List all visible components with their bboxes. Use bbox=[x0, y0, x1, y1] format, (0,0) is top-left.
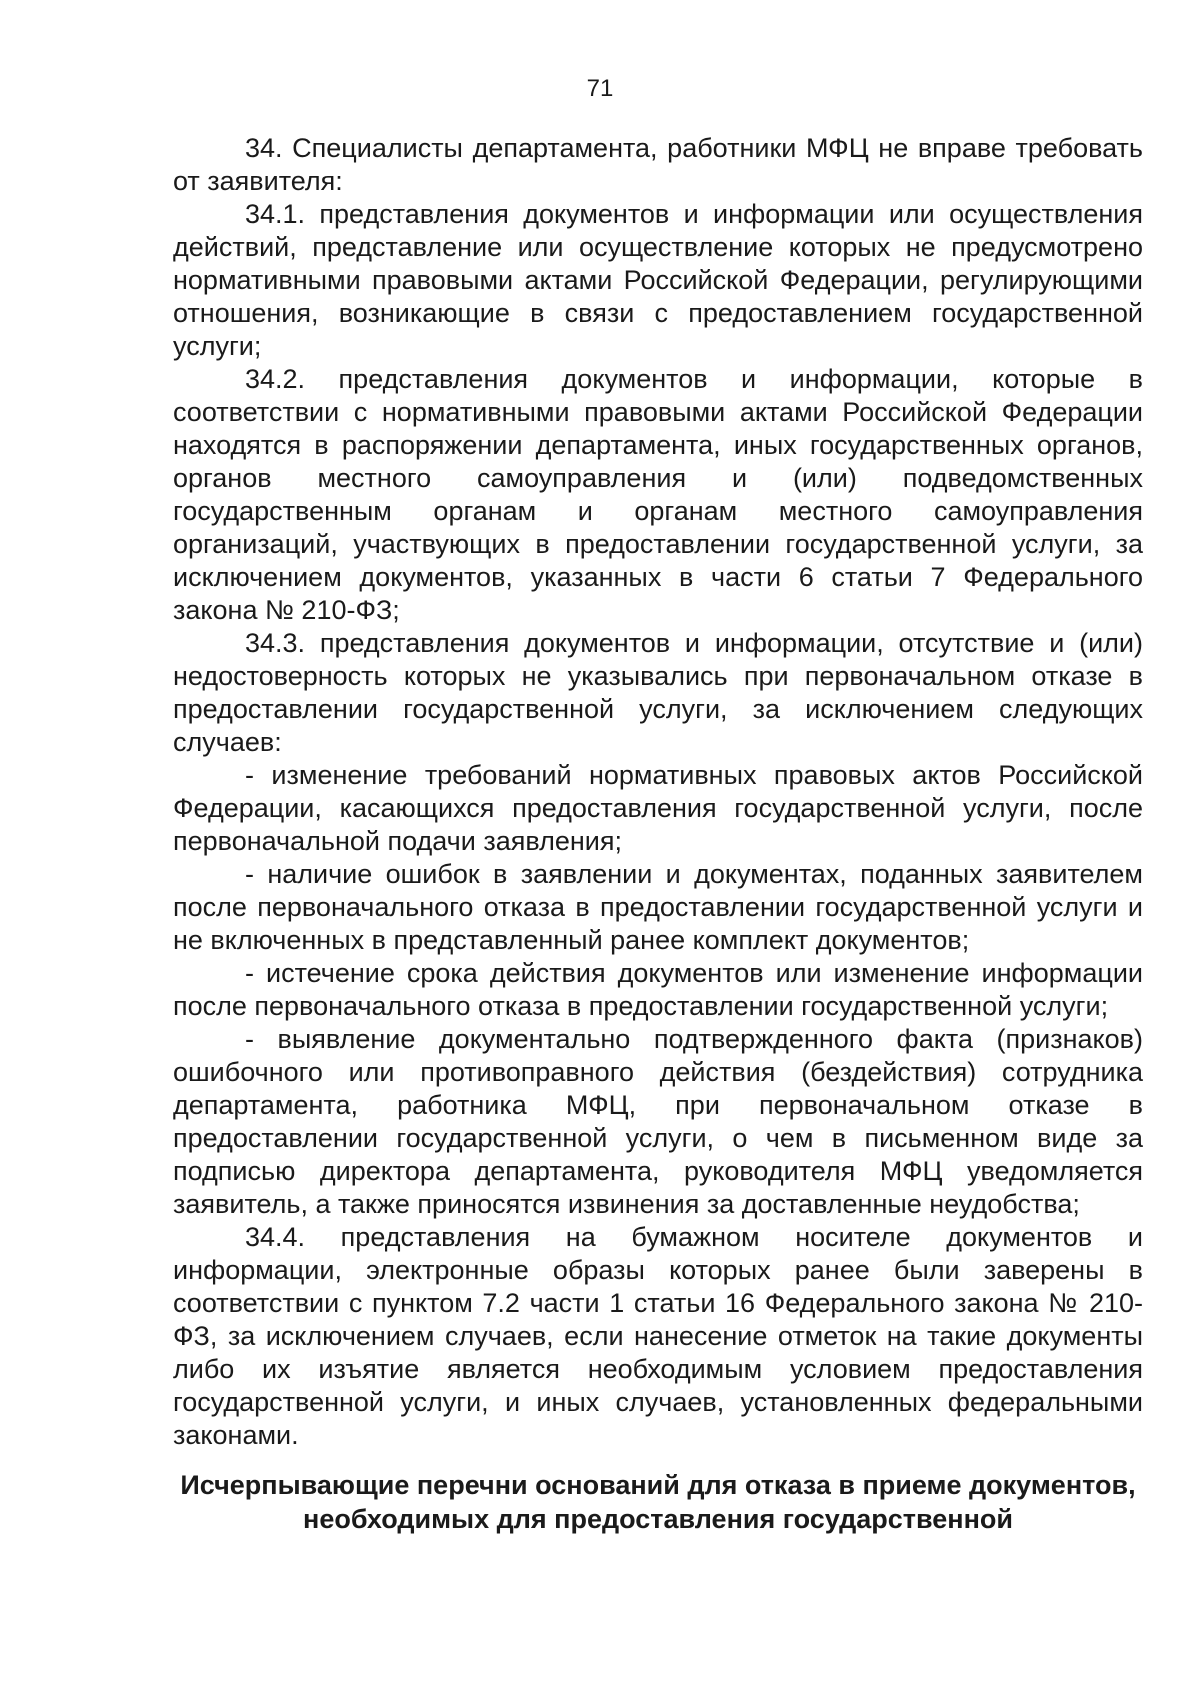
list-item-documents-expiry: - истечение срока действия документов или изменение информации после первоначального отказа в предоставлении государственной услуги; bbox=[173, 958, 1143, 1021]
section-heading: Исчерпывающие перечни оснований для отказа в приеме документов, необходимых для предоставления государственной bbox=[180, 1470, 1136, 1534]
list-item-erroneous-action: - выявление документально подтвержденного факта (признаков) ошибочного или противоправного действия (бездействия) сотрудника департамента, работника МФЦ, при первоначальном отказе в предоставлении государственной услуги, о чем в письменном виде за подписью директора департамента, руководителя МФЦ уведомляется заявитель, а также приносятся извинения за доставленные неудобства; bbox=[173, 1024, 1143, 1219]
paragraph-34-1: 34.1. представления документов и информации или осуществления действий, представление или осуществление которых не предусмотрено нормативными правовыми актами Российской Федерации, регулирующими отношения, возникающие в связи с предоставлением государственной услуги; bbox=[173, 199, 1143, 361]
list-item-errors-in-application: - наличие ошибок в заявлении и документах, поданных заявителем после первоначального отказа в предоставлении государственной услуги и не включенных в представленный ранее комплект документов; bbox=[173, 859, 1143, 955]
paragraph-34-3: 34.3. представления документов и информации, отсутствие и (или) недостоверность которых не указывались при первоначальном отказе в предоставлении государственной услуги, за исключением следующих случаев: bbox=[173, 628, 1143, 757]
list-item-requirements-change: - изменение требований нормативных правовых актов Российской Федерации, касающихся предоставления государственной услуги, после первоначальной подачи заявления; bbox=[173, 760, 1143, 856]
paragraph-34: 34. Специалисты департамента, работники МФЦ не вправе требовать от заявителя: bbox=[173, 133, 1143, 196]
paragraph-34-2: 34.2. представления документов и информации, которые в соответствии с нормативными правовыми актами Российской Федерации находятся в распоряжении департамента, иных государственных органов, органов местного самоуправления и (или) подведомственных государственным органам и органам местного самоуправления организаций, участвующих в предоставлении государственной услуги, за исключением документов, указанных в части 6 статьи 7 Федерального закона № 210-ФЗ; bbox=[173, 364, 1143, 625]
paragraph-34-4: 34.4. представления на бумажном носителе документов и информации, электронные образы которых ранее были заверены в соответствии с пунктом 7.2 части 1 статьи 16 Федерального закона № 210-ФЗ, за исключением случаев, если нанесение отметок на такие документы либо их изъятие является необходимым условием предоставления государственной услуги, и иных случаев, установленных федеральными законами. bbox=[173, 1222, 1143, 1450]
page-number: 71 bbox=[586, 75, 614, 102]
document-body bbox=[173, 132, 1143, 1452]
